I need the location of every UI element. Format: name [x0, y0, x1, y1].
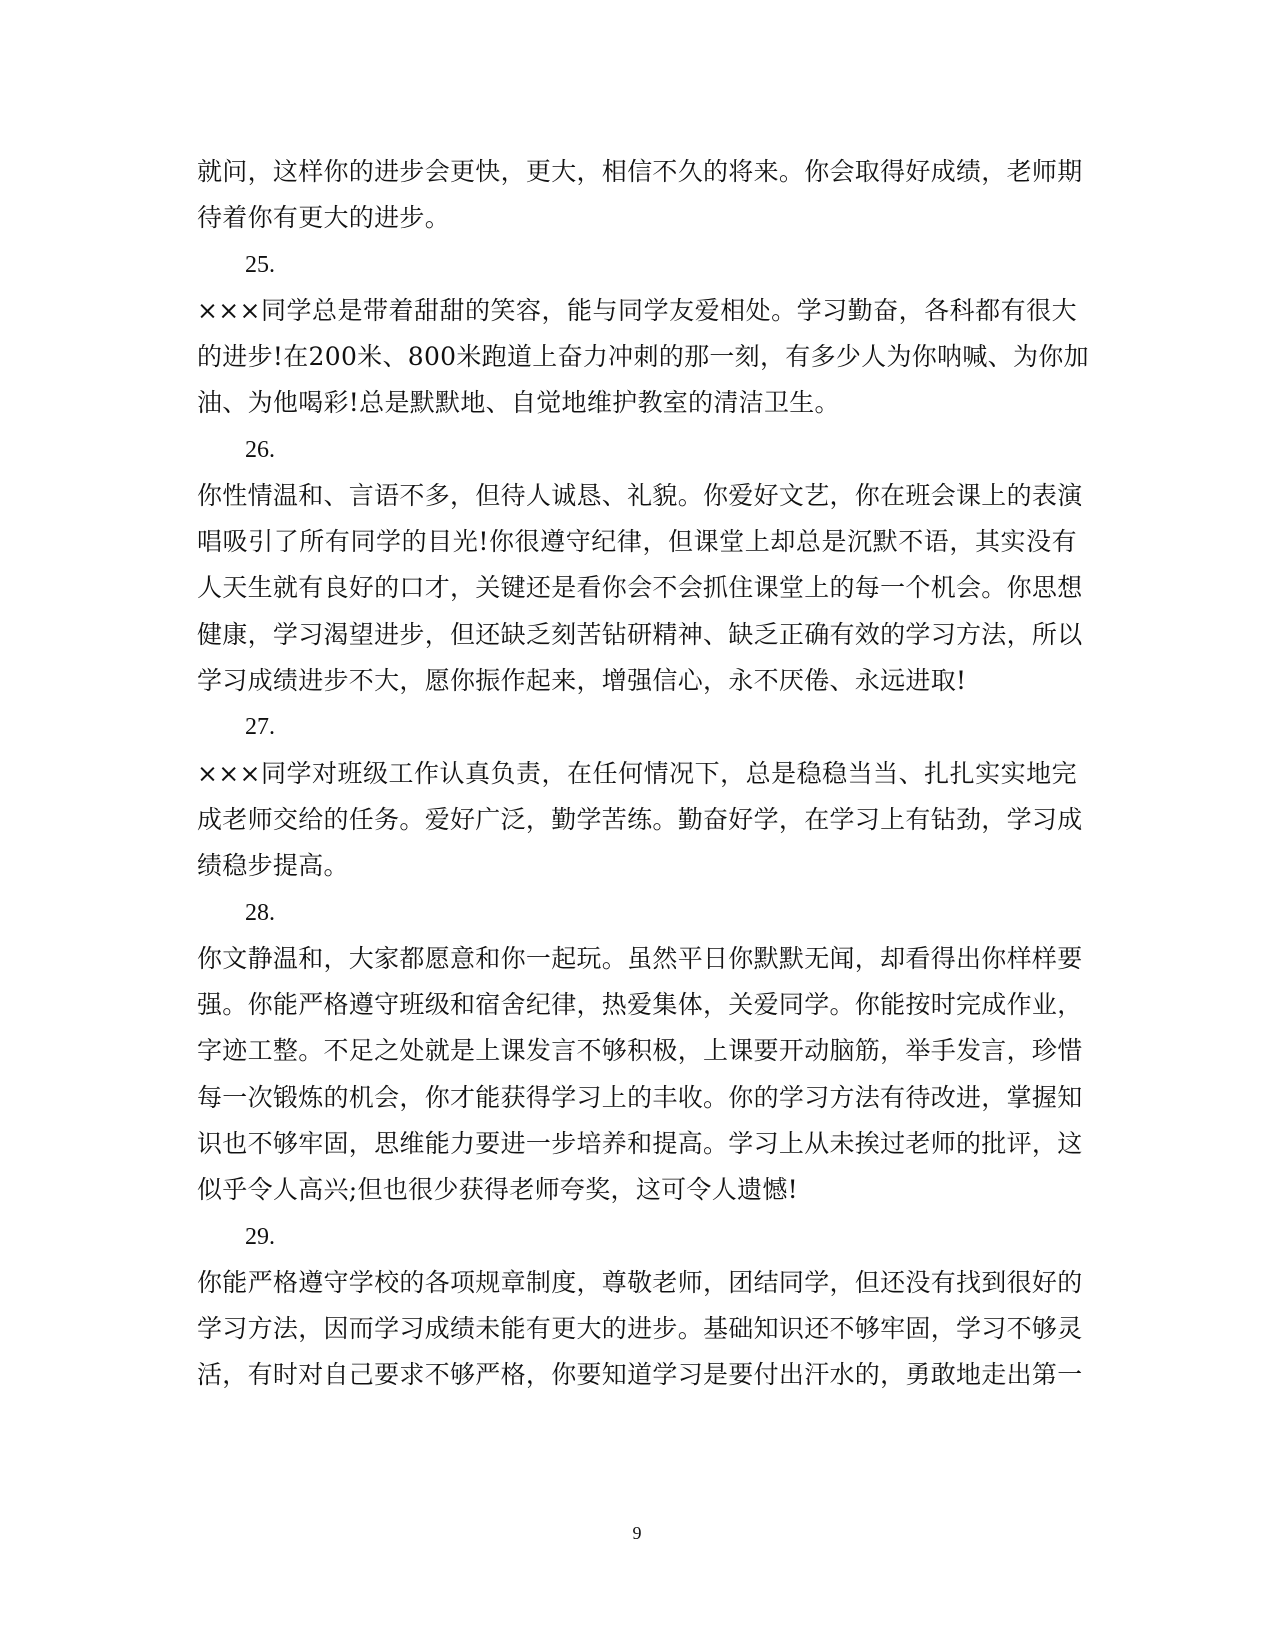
text-line: 学习成绩进步不大，愿你振作起来，增强信心，永不厌倦、永远进取! [197, 666, 967, 695]
text-line: 唱吸引了所有同学的目光!你很遵守纪律，但课堂上却总是沉默不语，其实没有 [197, 527, 1077, 556]
text-line: 成老师交给的任务。爱好广泛，勤学苦练。勤奋好学，在学习上有钻劲，学习成 [197, 805, 1083, 834]
item-number: 27. [245, 714, 275, 740]
page-number: 9 [632, 1523, 642, 1543]
text-line: 识也不够牢固，思维能力要进一步培养和提高。学习上从未挨过老师的批评，这 [197, 1129, 1083, 1158]
text-line: 字迹工整。不足之处就是上课发言不够积极，上课要开动脑筋，举手发言，珍惜 [197, 1036, 1083, 1065]
text-line: 健康，学习渴望进步，但还缺乏刻苦钻研精神、缺乏正确有效的学习方法，所以 [197, 620, 1083, 649]
text-line: 油、为他喝彩!总是默默地、自觉地维护教室的清洁卫生。 [197, 388, 840, 417]
text-line: 绩稳步提高。 [197, 851, 349, 880]
text-line: 人天生就有良好的口才，关键还是看你会不会抓住课堂上的每一个机会。你思想 [197, 573, 1083, 602]
text-line: 待着你有更大的进步。 [197, 203, 451, 232]
text-line: 你性情温和、言语不多，但待人诚恳、礼貌。你爱好文艺，你在班会课上的表演 [197, 481, 1083, 510]
item-number: 25. [245, 252, 275, 278]
text-line: 强。你能严格遵守班级和宿舍纪律，热爱集体，关爱同学。你能按时完成作业， [197, 990, 1083, 1019]
text-line: 的进步!在200米、800米跑道上奋力冲刺的那一刻，有多少人为你呐喊、为你加 [197, 342, 1089, 371]
item-number: 29. [245, 1224, 275, 1250]
text-line: ×××同学对班级工作认真负责，在任何情况下，总是稳稳当当、扎扎实实地完 [197, 759, 1077, 788]
item-number: 28. [245, 900, 275, 926]
text-line: 就问，这样你的进步会更快，更大，相信不久的将来。你会取得好成绩，老师期 [197, 157, 1083, 186]
text-line: ×××同学总是带着甜甜的笑容，能与同学友爱相处。学习勤奋，各科都有很大 [197, 296, 1077, 325]
item-number: 26. [245, 437, 275, 463]
text-line: 似乎令人高兴;但也很少获得老师夸奖，这可令人遗憾! [197, 1175, 798, 1204]
text-line: 活，有时对自己要求不够严格，你要知道学习是要付出汗水的，勇敢地走出第一 [197, 1360, 1083, 1389]
text-line: 你文静温和，大家都愿意和你一起玩。虽然平日你默默无闻，却看得出你样样要 [197, 944, 1083, 973]
text-line: 学习方法，因而学习成绩未能有更大的进步。基础知识还不够牢固，学习不够灵 [197, 1314, 1083, 1343]
text-line: 你能严格遵守学校的各项规章制度，尊敬老师，团结同学，但还没有找到很好的 [197, 1268, 1083, 1297]
text-line: 每一次锻炼的机会，你才能获得学习上的丰收。你的学习方法有待改进，掌握知 [197, 1083, 1083, 1112]
